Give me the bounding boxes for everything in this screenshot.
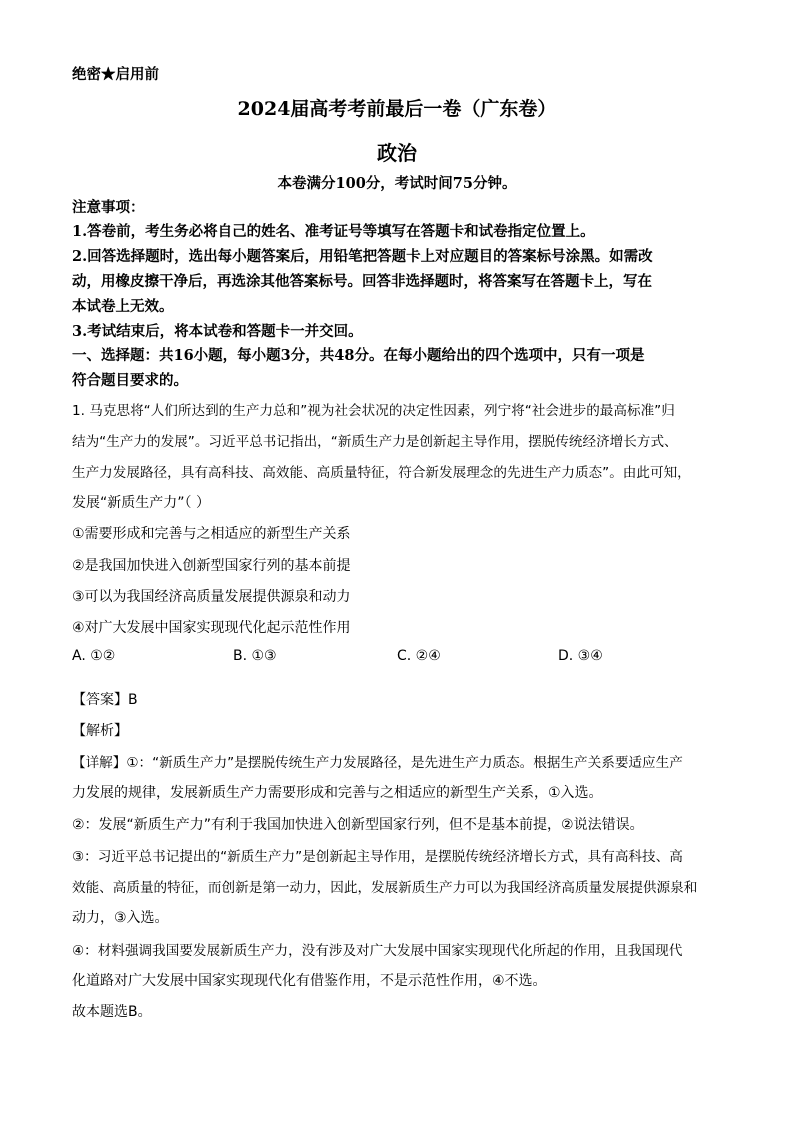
analysis-label: 【解析】 xyxy=(72,723,128,739)
detail-line: ④：材料强调我国要发展新质生产力，没有涉及对广大发展中国家实现现代化所起的作用，且我国现代 xyxy=(72,943,683,959)
exam-title: 2024届高考考前最后一卷（广东卷） xyxy=(237,98,557,120)
detail-line: 【详解】①：“新质生产力”是摆脱传统生产力发展路径，是先进生产力质态。根据生产关系要适应生产 xyxy=(72,755,683,771)
detail-line: ②：发展“新质生产力”有利于我国加快进入创新型国家行列，但不是基本前提，②说法错误。 xyxy=(72,817,644,833)
statement-2: ②是我国加快进入创新型国家行列的基本前提 xyxy=(72,558,351,574)
question-stem-line: 发展“新质生产力”（ ） xyxy=(72,495,210,511)
section-heading: 一、选择题：共16小题，每小题3分，共48分。在每小题给出的四个选项中，只有一项是 xyxy=(72,347,645,364)
detail-line: 力发展的规律，发展新质生产力需要形成和完善与之相适应的新型生产关系，①入选。 xyxy=(72,785,603,801)
detail-line: 故本题选B。 xyxy=(72,1004,152,1020)
statement-1: ①需要形成和完善与之相适应的新型生产关系 xyxy=(72,526,351,542)
detail-line: 动力，③入选。 xyxy=(72,910,169,926)
score-info: 本卷满分100分，考试时间75分钟。 xyxy=(277,175,517,192)
option-a: A. ①② xyxy=(72,648,116,664)
statement-3: ③可以为我国经济高质量发展提供源泉和动力 xyxy=(72,589,351,605)
option-b: B. ①③ xyxy=(233,648,277,664)
question-stem-line: 结为“生产力的发展”。习近平总书记指出，“新质生产力是创新起主导作用，摆脱传统经济增长方式、 xyxy=(72,434,678,450)
notice-line: 动，用橡皮擦干净后，再选涂其他答案标号。回答非选择题时，将答案写在答题卡上，写在 xyxy=(72,273,652,290)
option-d: D. ③④ xyxy=(558,648,603,664)
section-heading-cont: 符合题目要求的。 xyxy=(72,372,188,389)
notice-line: 3.考试结束后，将本试卷和答题卡一并交回。 xyxy=(72,323,363,340)
notice-line: 1.答卷前，考生务必将自己的姓名、准考证号等填写在答题卡和试卷指定位置上。 xyxy=(72,223,595,240)
notice-line: 本试卷上无效。 xyxy=(72,298,174,315)
subject-title: 政治 xyxy=(377,141,417,165)
question-stem-line: 生产力发展路径，具有高科技、高效能、高质量特征，符合新发展理念的先进生产力质态”。由此可知， xyxy=(72,465,691,481)
notice-line: 2.回答选择题时，选出每小题答案后，用铅笔把答题卡上对应题目的答案标号涂黑。如需改 xyxy=(72,248,653,265)
option-c: C. ②④ xyxy=(397,648,441,664)
answer-line: 【答案】B xyxy=(72,692,138,708)
question-stem-line: 1. 马克思将“人们所达到的生产力总和”视为社会状况的决定性因素，列宁将“社会进步的最高标准”归 xyxy=(72,403,675,419)
notices-heading: 注意事项： xyxy=(72,199,145,216)
detail-line: ③：习近平总书记提出的“新质生产力”是创新起主导作用，是摆脱传统经济增长方式，具有高科技、高 xyxy=(72,849,683,865)
detail-line: 化道路对广大发展中国家实现现代化有借鉴作用，不是示范性作用，④不选。 xyxy=(72,973,547,989)
statement-4: ④对广大发展中国家实现现代化起示范性作用 xyxy=(72,620,351,636)
secret-mark: 绝密★启用前 xyxy=(72,66,159,83)
detail-line: 效能、高质量的特征，而创新是第一动力，因此，发展新质生产力可以为我国经济高质量发展提供源泉和 xyxy=(72,880,698,896)
